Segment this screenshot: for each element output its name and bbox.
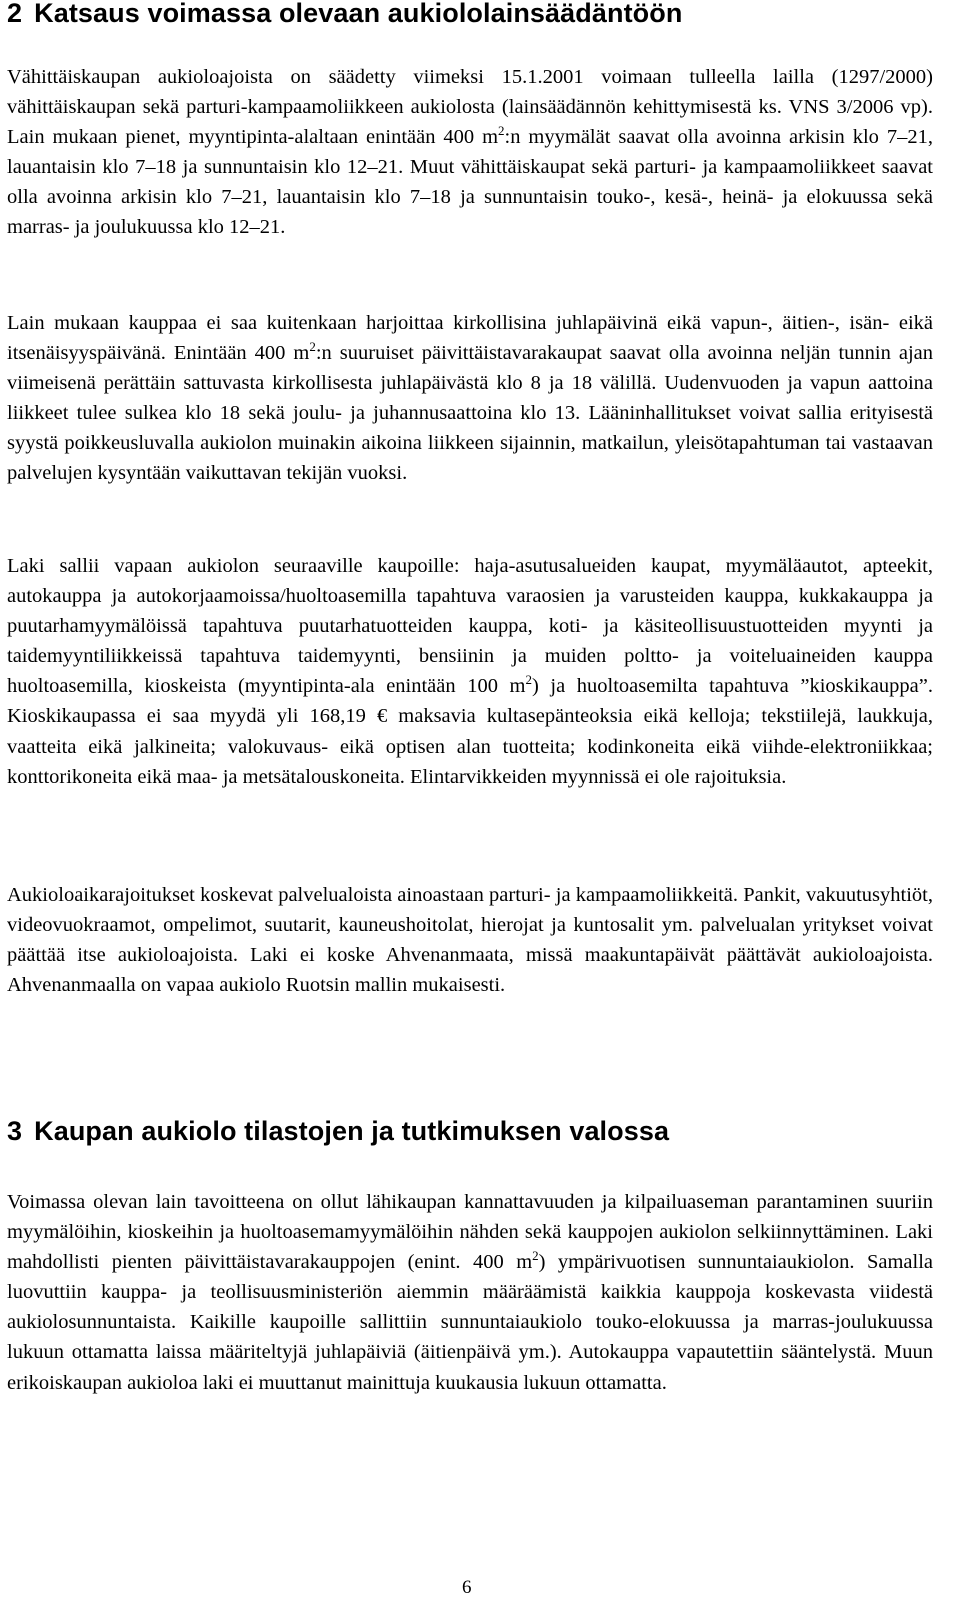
paragraph-text: ) ja huoltoasemilta tapahtuva ”kioskikauppa”. Kioskikaupassa ei saa myydä yli 168,19 € maksavia kultasepänteoksia eikä kelloja; tekstiilejä, laukkuja, vaatteita eikä jalkineita; valokuvaus- eikä optisen alan tuotteita; kodinkoneita eikä viihde-elektroniikkaa; konttorikoneita eikä maa- ja metsätalouskoneita. Elintarvikkeiden myynnissä ei ole rajoituksia. (7, 675, 933, 788)
paragraph-text: Laki sallii vapaan aukiolon seuraaville kaupoille: haja-asutusalueiden kaupat, myymäläautot, apteekit, autokauppa ja autokorjaamoissa/huoltoasemilla tapahtuva varaosien ja varusteiden kauppa, kukkakauppa ja puutarhamyymälöissä tapahtuva puutarhatuotteiden kauppa, koti- ja käsiteollisuustuotteiden myynti ja taidemyyntiliikkeissä tapahtuva taidemyynti, bensiinin ja muiden poltto- ja voiteluaineiden kauppa huoltoasemilla, kioskeista (myyntipinta-ala enintään 100 m (7, 555, 933, 698)
page-number: 6 (462, 1577, 472, 1598)
section-title: Katsaus voimassa olevaan aukiololainsäädäntöön (34, 0, 683, 28)
paragraph-text: :n suuruiset päivittäistavarakaupat saavat olla avoinna neljän tunnin ajan viimeisenä perättäin sattuvasta kirkollisesta juhlapäivästä klo 8 ja 18 välillä. Uudenvuoden ja vapun aattoina liikkeet tulee sulkea klo 18 sekä joulu- ja juhannusaattoina klo 13. Lääninhallitukset voivat sallia erityisestä syystä poikkeusluvalla aukiolon muinakin aikoina liikkeen sijainnin, matkailun, yleisötapahtuman tai vastaavan palvelujen kysyntään vaikuttavan tekijän vuoksi. (7, 342, 933, 485)
section-title: Kaupan aukiolo tilastojen ja tutkimuksen valossa (34, 1116, 670, 1146)
paragraph: Aukioloaikarajoitukset koskevat palvelualoista ainoastaan parturi- ja kampaamoliikkeitä. Pankit, vakuutusyhtiöt, videovuokraamot, ompelimot, suutarit, kauneushoitolat, hierojat ja kuntosalit ym. palvelualan yritykset voivat päättää itse aukioloajoista. Laki ei koske Ahvenanmaata, missä maakuntapäivät päättävät aukioloajoista. Ahvenanmaalla on vapaa aukiolo Ruotsin mallin mukaisesti. (7, 884, 933, 997)
paragraph (7, 551, 933, 792)
section-heading-3 (7, 1116, 669, 1147)
paragraph-text: :n myymälät saavat olla avoinna arkisin klo 7–21, lauantaisin klo 7–18 ja sunnuntaisin klo 12–21. Muut vähittäiskaupat sekä parturi- ja kampaamoliikkeet saavat olla avoinna arkisin klo 7–21, lauantaisin klo 7–18 ja sunnuntaisin touko-, kesä-, heinä- ja elokuussa sekä marras- ja joulukuussa klo 12–21. (7, 126, 933, 239)
paragraph-text: Vähittäiskaupan aukioloajoista on säädetty viimeksi 15.1.2001 voimaan tulleella lailla (1297/2000) vähittäiskaupan sekä parturi-kampaamoliikkeen aukiolosta (lainsäädännön kehittymisestä ks. VNS 3/2006 vp). Lain mukaan pienet, myyntipinta-alaltaan enintään 400 m (7, 66, 933, 149)
paragraph (7, 62, 933, 243)
section-number: 2 (7, 0, 23, 28)
superscript: 2 (525, 672, 532, 688)
section-number: 3 (7, 1116, 23, 1146)
superscript: 2 (309, 339, 316, 355)
paragraph-text: ) ympärivuotisen sunnuntaiaukiolon. Samalla luovuttiin kauppa- ja teollisuusministeriön aiemmin määräämistä kaikkia kauppoja koskevasta viidestä aukiolosunnuntaista. Kaikille kaupoille sallittiin sunnuntaiaukiolo touko-elokuussa ja marras-joulukuussa lukuun ottamatta laissa määriteltyjä juhlapäiviä (äitienpäivä ym.). Autokauppa vapautettiin sääntelystä. Muun erikoiskaupan aukioloa laki ei muuttanut mainittuja kuukausia lukuun ottamatta. (7, 1251, 933, 1394)
paragraph-text: Voimassa olevan lain tavoitteena on ollut lähikaupan kannattavuuden ja kilpailuaseman parantaminen suuriin myymälöihin, kioskeihin ja huoltoasemamyymälöihin nähden sekä kauppojen aukiolon selkiinnyttäminen. Laki mahdollisti pienten päivittäistavarakauppojen (enint. 400 m (7, 1191, 933, 1274)
superscript: 2 (498, 123, 505, 139)
section-heading-2 (7, 0, 682, 29)
paragraph (7, 1187, 933, 1398)
superscript: 2 (532, 1248, 539, 1264)
paragraph (7, 308, 933, 489)
paragraph-text: Lain mukaan kauppaa ei saa kuitenkaan harjoittaa kirkollisina juhlapäivinä eikä vapun-, äitien-, isän- eikä itsenäisyyspäivänä. Enintään 400 m (7, 312, 933, 365)
